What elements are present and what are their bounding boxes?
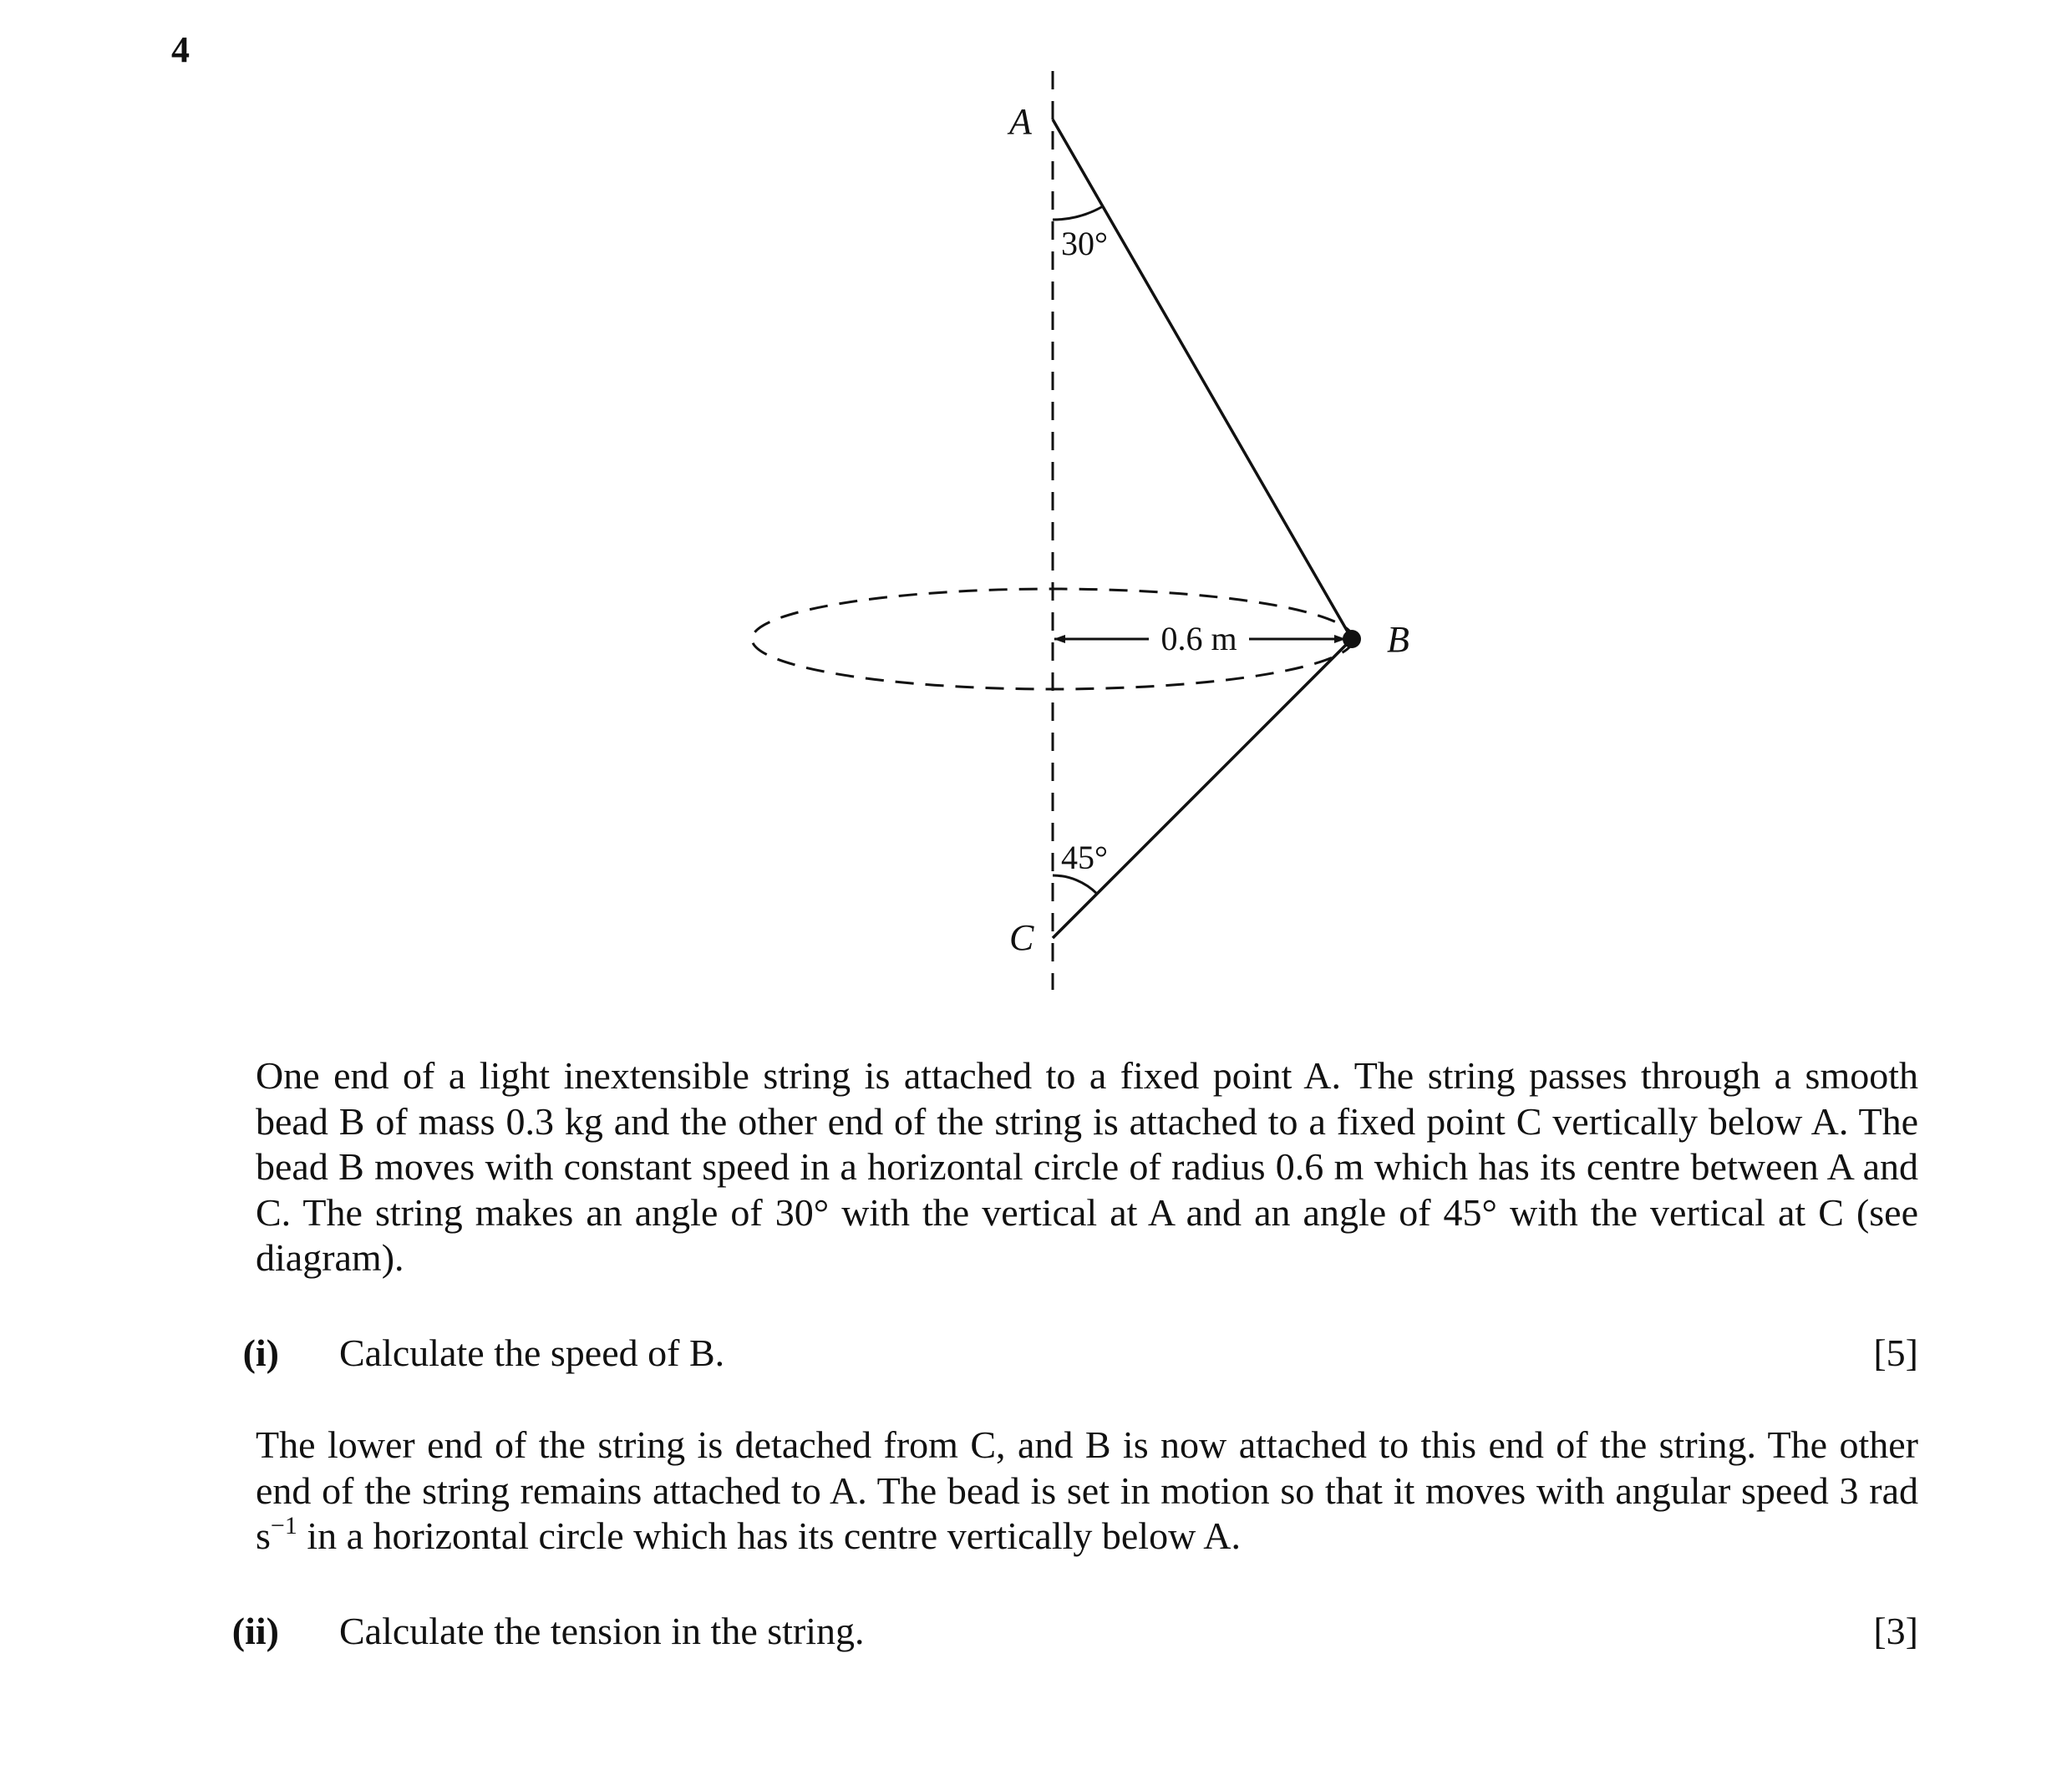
angle-arc-C: [1053, 875, 1097, 894]
string-AB: [1053, 119, 1352, 639]
angle-arc-A: [1053, 206, 1103, 220]
second-paragraph-text-end: in a horizontal circle which has its centre vertically below A.: [297, 1514, 1241, 1557]
second-paragraph: [256, 1423, 1918, 1560]
second-paragraph-text: The lower end of the string is detached from C, and B is now attached to this end of the string. The other end of the string remains attached to A. The bead is set in motion so that it moves with angular speed 3 rad s: [256, 1423, 1918, 1557]
label-angle-A: 30°: [1061, 225, 1108, 262]
label-point-B: B: [1387, 619, 1409, 660]
part-i-text: Calculate the speed of B.: [339, 1331, 725, 1374]
label-point-C: C: [1009, 917, 1034, 958]
part-ii-number: (ii): [231, 1610, 279, 1652]
label-radius: 0.6 m: [1160, 620, 1237, 657]
part-ii: [231, 1609, 1918, 1654]
part-ii-text: Calculate the tension in the string.: [339, 1610, 865, 1652]
part-i: [242, 1331, 1918, 1376]
part-i-marks: [5]: [1873, 1331, 1918, 1374]
part-i-number: (i): [242, 1331, 279, 1374]
bead-B: [1343, 630, 1361, 648]
intro-paragraph: One end of a light inextensible string is attached to a fixed point A. The string passes through a smooth bead B of mass 0.3 kg and the other end of the string is attached to a fixed point C vertically below A. The bead B moves with constant speed in a horizontal circle of radius 0.6 m which has its centre between A and C. The string makes an angle of 30° with the vertical at A and an angle of 45° with the vertical at C (see diagram).: [256, 1054, 1918, 1279]
part-ii-marks: [3]: [1873, 1610, 1918, 1652]
label-angle-C: 45°: [1061, 839, 1108, 876]
label-point-A: A: [1009, 101, 1032, 142]
question-number: 4: [171, 29, 190, 70]
unit-exponent: −1: [270, 1512, 297, 1539]
